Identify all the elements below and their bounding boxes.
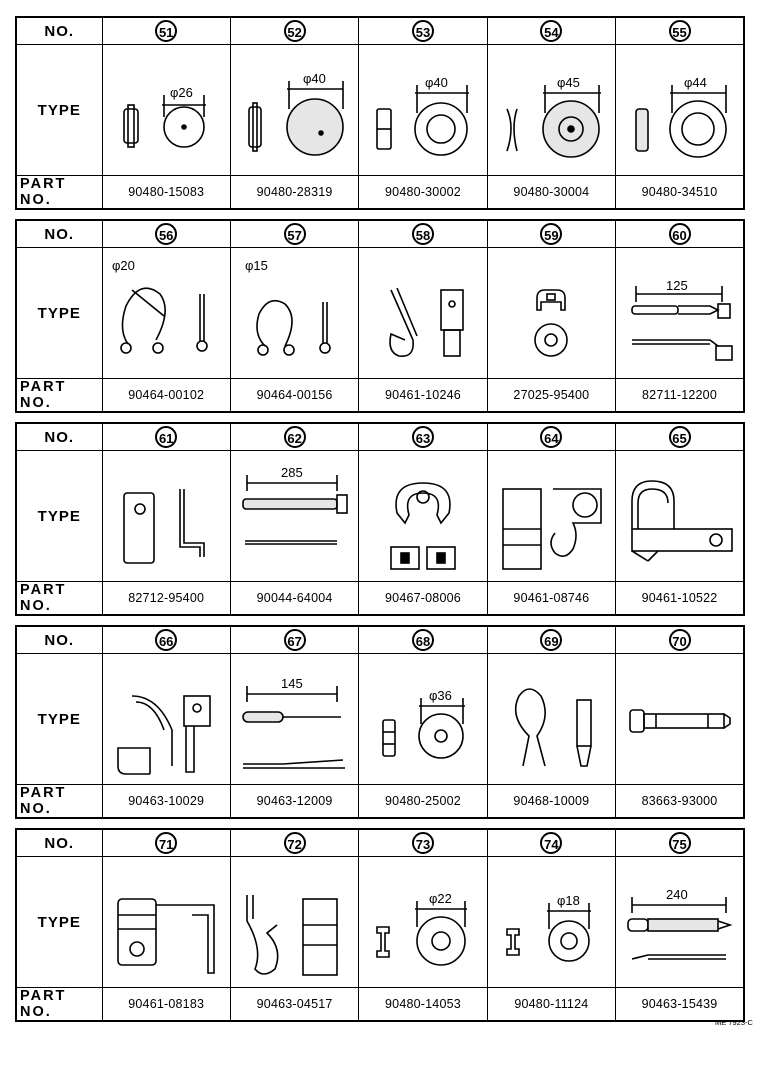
part-number: 90480-34510 <box>616 176 744 210</box>
dimension-label: 145 <box>280 676 303 691</box>
part-number: 90461-08183 <box>102 988 230 1022</box>
grommet-illustration <box>104 47 228 173</box>
clip-illustration <box>489 656 613 782</box>
parts-table-1 <box>15 16 745 210</box>
part-number: 90461-10246 <box>359 379 487 413</box>
grommet-illustration <box>361 656 485 782</box>
clamp-illustration <box>104 656 228 782</box>
item-number: 52 <box>284 20 306 42</box>
item-number: 74 <box>540 832 562 854</box>
item-number: 58 <box>412 223 434 245</box>
part-number: 90463-04517 <box>230 988 358 1022</box>
dimension-label: 285 <box>280 465 303 480</box>
item-number: 68 <box>412 629 434 651</box>
part-number: 90461-08746 <box>487 582 615 616</box>
cable-tie-illustration <box>233 656 357 782</box>
item-number: 59 <box>540 223 562 245</box>
item-number: 75 <box>669 832 691 854</box>
item-number: 65 <box>669 426 691 448</box>
dimension-label: φ26 <box>170 85 194 100</box>
cable-tie-illustration <box>618 250 742 376</box>
type-label: TYPE <box>16 45 102 176</box>
part-number: 90480-11124 <box>487 988 615 1022</box>
part-number: 90463-12009 <box>230 785 358 819</box>
item-number: 72 <box>284 832 306 854</box>
clamp-illustration <box>104 453 228 579</box>
part-number: 90463-10029 <box>102 785 230 819</box>
grommet-illustration <box>489 47 613 173</box>
cable-tie-illustration <box>233 453 357 579</box>
grommet-illustration <box>361 859 485 985</box>
item-number: 57 <box>284 223 306 245</box>
dimension-label: 240 <box>665 887 688 902</box>
item-number: 62 <box>284 426 306 448</box>
parts-table-2 <box>15 219 745 413</box>
part-number: 82711-12200 <box>616 379 744 413</box>
grommet-illustration <box>489 859 613 985</box>
document-code: ME 7923-C <box>715 1018 753 1027</box>
part-number: 90480-25002 <box>359 785 487 819</box>
no-label: NO. <box>16 626 102 654</box>
parts-table-4 <box>15 625 745 819</box>
part-number: 90480-28319 <box>230 176 358 210</box>
part-number: 90480-30004 <box>487 176 615 210</box>
no-label: NO. <box>16 423 102 451</box>
part-number: 90463-15439 <box>616 988 744 1022</box>
dimension-label: φ15 <box>244 258 268 273</box>
part-number: 90468-10009 <box>487 785 615 819</box>
wire-clamp-illustration <box>361 250 485 376</box>
part-number: 90464-00102 <box>102 379 230 413</box>
clamp-illustration <box>233 859 357 985</box>
clip-illustration <box>489 250 613 376</box>
item-number: 53 <box>412 20 434 42</box>
item-number: 56 <box>155 223 177 245</box>
part-no-label: PART NO. <box>16 785 102 819</box>
dimension-label: φ40 <box>424 75 448 90</box>
part-number: 27025-95400 <box>487 379 615 413</box>
dimension-label: φ44 <box>683 75 707 90</box>
part-number: 90480-15083 <box>102 176 230 210</box>
type-label: TYPE <box>16 654 102 785</box>
cable-tie-illustration <box>618 859 742 985</box>
part-number: 90480-30002 <box>359 176 487 210</box>
dimension-label: φ36 <box>428 688 452 703</box>
item-number: 69 <box>540 629 562 651</box>
dimension-label: 125 <box>665 278 688 293</box>
item-number: 66 <box>155 629 177 651</box>
part-no-label: PART NO. <box>16 379 102 413</box>
part-number: 90467-08006 <box>359 582 487 616</box>
part-no-label: PART NO. <box>16 176 102 210</box>
grommet-illustration <box>618 47 742 173</box>
item-number: 61 <box>155 426 177 448</box>
clip-illustration <box>361 453 485 579</box>
no-label: NO. <box>16 829 102 857</box>
item-number: 51 <box>155 20 177 42</box>
clamp-illustration <box>489 453 613 579</box>
part-number: 90464-00156 <box>230 379 358 413</box>
item-number: 54 <box>540 20 562 42</box>
item-number: 70 <box>669 629 691 651</box>
clamp-illustration <box>104 859 228 985</box>
type-label: TYPE <box>16 857 102 988</box>
part-no-label: PART NO. <box>16 988 102 1022</box>
type-label: TYPE <box>16 451 102 582</box>
part-number: 90044-64004 <box>230 582 358 616</box>
dimension-label: φ18 <box>557 893 581 908</box>
part-number: 83663-93000 <box>616 785 744 819</box>
wire-clamp-illustration <box>233 250 357 376</box>
part-number: 82712-95400 <box>102 582 230 616</box>
no-label: NO. <box>16 220 102 248</box>
item-number: 60 <box>669 223 691 245</box>
part-number: 90480-14053 <box>359 988 487 1022</box>
item-number: 63 <box>412 426 434 448</box>
dimension-label: φ45 <box>557 75 581 90</box>
parts-table-3 <box>15 422 745 616</box>
item-number: 55 <box>669 20 691 42</box>
grommet-illustration <box>361 47 485 173</box>
item-number: 71 <box>155 832 177 854</box>
wire-clamp-illustration <box>104 250 228 376</box>
dimension-label: φ40 <box>302 71 326 86</box>
parts-table-5 <box>15 828 745 1022</box>
pin-illustration <box>618 656 742 782</box>
dimension-label: φ20 <box>112 258 136 273</box>
dimension-label: φ22 <box>428 891 452 906</box>
clamp-illustration <box>618 453 742 579</box>
part-number: 90461-10522 <box>616 582 744 616</box>
part-no-label: PART NO. <box>16 582 102 616</box>
item-number: 73 <box>412 832 434 854</box>
item-number: 64 <box>540 426 562 448</box>
type-label: TYPE <box>16 248 102 379</box>
no-label: NO. <box>16 17 102 45</box>
item-number: 67 <box>284 629 306 651</box>
grommet-illustration <box>233 47 357 173</box>
